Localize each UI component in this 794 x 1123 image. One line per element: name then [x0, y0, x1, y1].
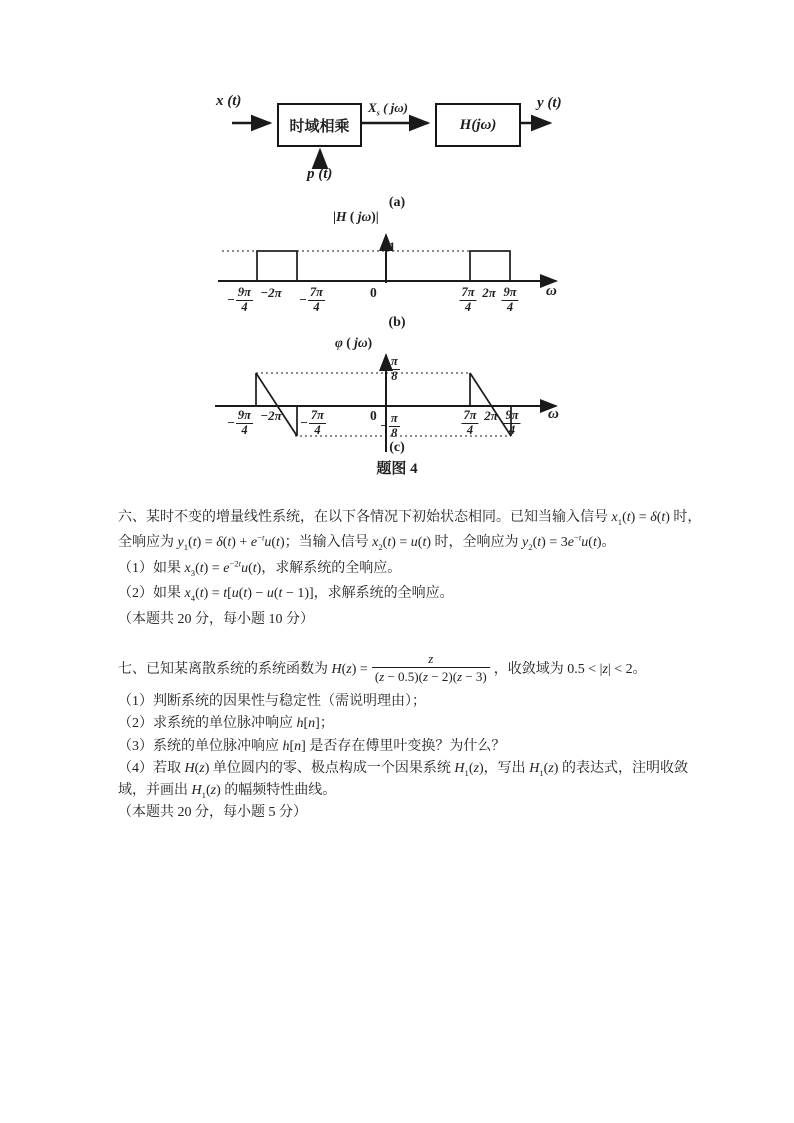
fraction-denominator: 4 [314, 422, 321, 437]
figure-caption: 题图 4 [376, 461, 418, 477]
fraction-denominator: 4 [241, 422, 248, 437]
tick-7pi-over-4-magnitude [459, 286, 476, 314]
fraction [461, 409, 478, 437]
omega-axis-label-magnitude: ω [546, 283, 557, 299]
fraction-denominator: 4 [506, 299, 514, 314]
tick-9pi-over-4-phase [503, 409, 520, 437]
fraction-denominator: 8 [391, 368, 398, 383]
fraction-numerator: π [391, 354, 398, 368]
fraction-denominator: 4 [466, 422, 474, 437]
output-signal-label: y (t) [537, 95, 562, 111]
question-6-line-2: 全响应为 $y_1(t) = \delta(t) + e^{-t}u(t)$；当输入信号 $x_2(t) = u(t)$ 时，全响应为 $y_2(t) = 3e^{-t}u(t)$。 [118, 532, 616, 553]
origin-label-magnitude: 0 [370, 285, 377, 300]
fraction [501, 286, 518, 314]
fraction-numerator: π [390, 411, 398, 425]
subfigure-c-caption: (c) [389, 440, 405, 455]
time-domain-multiplier-block: 时域相乘 [277, 103, 362, 147]
question-7-part-3: （3）系统的单位脉冲响应 h[n] 是否存在傅里叶变换？为什么？ [118, 738, 506, 754]
subfigure-a-caption: (a) [388, 195, 406, 210]
input-signal-label: x (t) [216, 93, 242, 109]
fraction [309, 409, 326, 437]
fraction-numerator: 9π [503, 285, 517, 299]
question-6-points-note: （本题共 20 分，每小题 10 分） [118, 611, 314, 627]
question-6-part-2: （2）如果 $x_4(t) = t[u(t) - u(t - 1)]$，求解系统的全响应。 [118, 586, 454, 604]
fraction-denominator: 4 [241, 299, 248, 314]
level-pi-over-8 [389, 355, 400, 383]
question-7-part-4-wrap: 域，并画出 $H_1(z)$ 的幅频特性曲线。 [118, 783, 337, 800]
question-7-intro [118, 645, 694, 691]
question-7-points-note: （本题共 20 分，每小题 5 分） [118, 805, 307, 821]
fraction [389, 412, 400, 440]
tick-neg-7pi-over-4-magnitude [299, 286, 325, 314]
fraction-numerator: 7π [463, 408, 477, 422]
fraction-numerator: 7π [310, 408, 324, 422]
fraction-numerator: 9π [237, 285, 251, 299]
fraction-numerator: 9π [505, 408, 519, 422]
minus-sign: − [380, 418, 388, 433]
fraction [503, 409, 520, 437]
fraction [459, 286, 476, 314]
fraction [236, 286, 253, 314]
question-6-part-1: （1）如果 $x_3(t) = e^{-2t}u(t)$，求解系统的全响应。 [118, 558, 402, 578]
tick-neg-9pi-over-4-phase [227, 409, 253, 437]
minus-sign: − [299, 292, 307, 307]
question-7-part-1: （1）判断系统的因果性与稳定性（需说明理由）； [118, 694, 426, 709]
fraction [308, 286, 325, 314]
fraction-numerator: 9π [237, 408, 251, 422]
fraction [236, 409, 253, 437]
unity-gain-label: 1 [389, 240, 396, 254]
tick-neg-7pi-over-4-phase [300, 409, 326, 437]
fraction-denominator: 4 [464, 299, 472, 314]
filter-block: H ( jω ) [435, 103, 521, 147]
system-function-fraction [372, 651, 490, 684]
minus-sign: − [300, 415, 308, 430]
magnitude-plot-geometry [218, 235, 556, 283]
fraction-denominator: 4 [313, 299, 320, 314]
tick-neg-2pi-phase: −2π [260, 408, 282, 423]
tick-neg-2pi-magnitude: −2π [260, 285, 282, 300]
tick-2pi-magnitude: 2π [482, 285, 496, 300]
minus-sign: − [227, 415, 235, 430]
fraction-numerator: 7π [309, 285, 323, 299]
question-7-part-4: （4）若取 H(z) 单位圆内的零、极点构成一个因果系统 $H_1(z)$，写出 $H_1(z)$ 的表达式，注明收敛 [118, 760, 688, 778]
level-neg-pi-over-8 [380, 412, 400, 440]
fraction-denominator: 4 [508, 422, 516, 437]
fraction [389, 355, 400, 383]
sampled-signal-label: $X_s$ ( jω) [368, 100, 409, 118]
omega-axis-label-phase: ω [548, 406, 559, 422]
magnitude-axis-label: |H ( jω)| [333, 209, 379, 224]
system-function-numerator: z [428, 651, 434, 667]
subfigure-b-caption: (b) [388, 315, 406, 330]
minus-sign: − [227, 292, 235, 307]
question-7-intro-prefix: 七、已知某离散系统的系统函数为 H(z) = [118, 662, 368, 677]
tick-7pi-over-4-phase [461, 409, 478, 437]
system-function-denominator: (z − 0.5)(z − 2)(z − 3) [372, 667, 490, 685]
question-6-line-1: 六、某时不变的增量线性系统，在以下各情况下初始状态相同。已知当输入信号 $x_1(t) = \delta(t)$ 时， [118, 510, 702, 527]
tick-neg-9pi-over-4-magnitude [227, 286, 253, 314]
tick-9pi-over-4-magnitude [501, 286, 518, 314]
question-7-intro-suffix: ，收敛域为 0.5 < |z| < 2。 [493, 662, 647, 677]
question-6 [118, 505, 702, 632]
fraction-numerator: 7π [461, 285, 475, 299]
tick-2pi-phase: 2π [484, 408, 498, 423]
phase-axis-label: φ ( jω) [335, 335, 373, 350]
origin-label-phase: 0 [370, 408, 377, 423]
carrier-signal-label: p (t) [307, 166, 333, 182]
fraction-denominator: 8 [391, 425, 398, 440]
question-7-part-2: （2）求系统的单位脉冲响应 h[n]； [118, 716, 334, 732]
question-7 [118, 645, 694, 825]
